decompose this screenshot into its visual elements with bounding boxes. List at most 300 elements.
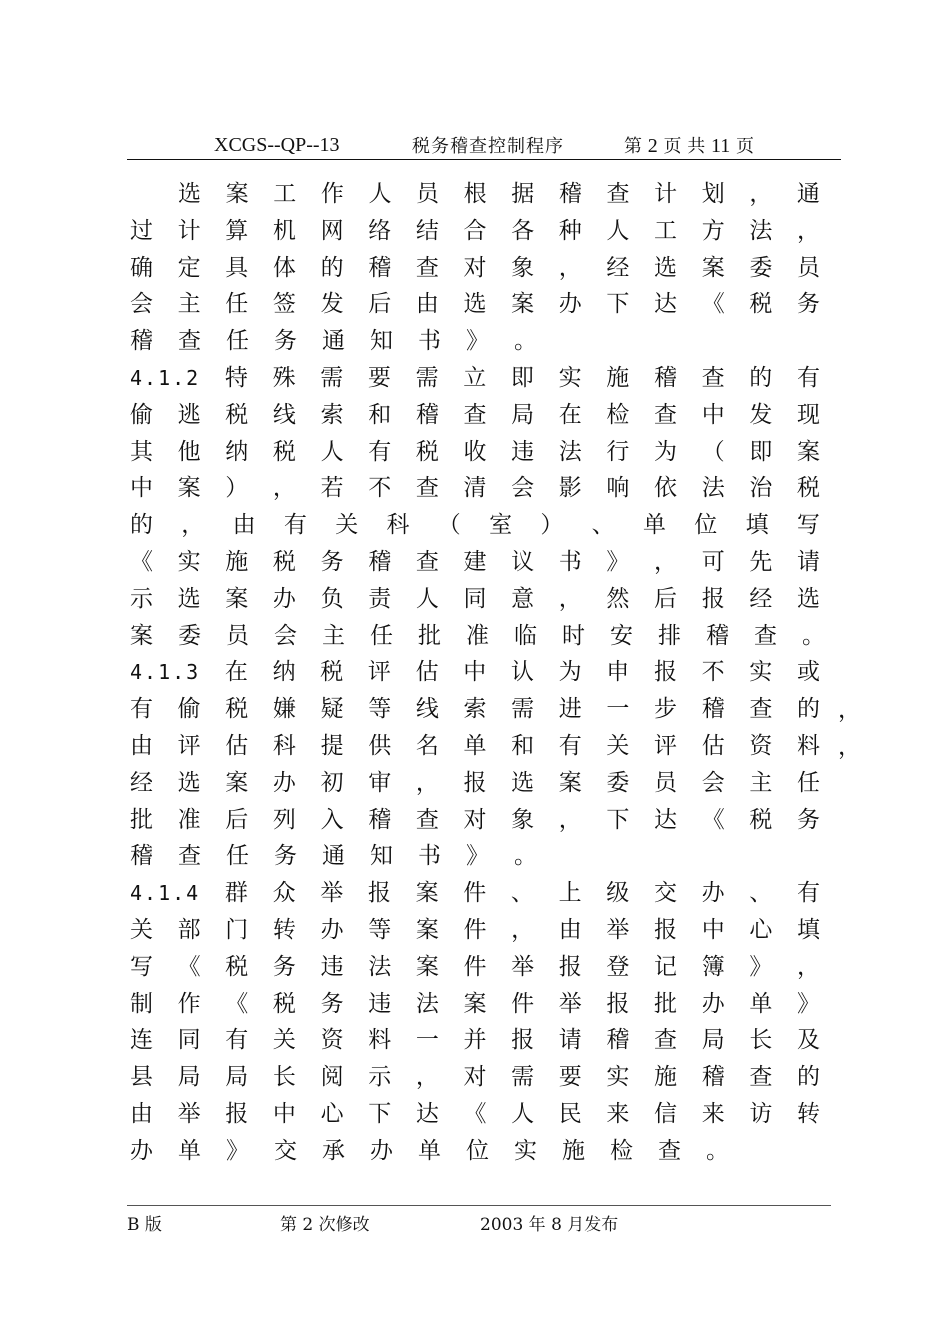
- body-char: 象: [511, 254, 535, 281]
- line-overhang-comma: ，: [838, 697, 861, 723]
- body-char: 选: [178, 181, 201, 207]
- body-char: 长: [749, 1027, 773, 1054]
- body-char: （: [701, 438, 725, 465]
- body-char: 有: [796, 364, 820, 391]
- body-line: [130, 802, 820, 839]
- body-char: 件: [463, 953, 487, 980]
- body-char: 委: [606, 769, 630, 796]
- body-char: 需: [511, 696, 535, 723]
- body-char: 殊: [272, 364, 296, 391]
- body-char: 检: [606, 401, 630, 428]
- body-char: 《: [701, 291, 725, 318]
- body-char: 人: [368, 181, 392, 207]
- body-char: 书: [418, 328, 441, 355]
- body-char: 写: [796, 512, 820, 539]
- body-char: 他: [177, 438, 201, 465]
- body-char: 的: [796, 696, 820, 723]
- body-char: （: [437, 512, 461, 539]
- body-char: 报: [653, 659, 677, 686]
- body-char: 时: [562, 622, 585, 649]
- body-char: 选: [796, 585, 820, 612]
- body-char: 《: [463, 1100, 487, 1127]
- body-char: 一: [606, 696, 630, 723]
- body-char: 下: [606, 291, 630, 318]
- body-char: 选: [511, 769, 535, 796]
- body-char: ，: [272, 475, 296, 502]
- body-char: 网: [320, 217, 344, 244]
- body-char: 然: [606, 585, 630, 612]
- body-char: 务: [796, 806, 820, 833]
- body-char: 即: [510, 364, 534, 391]
- body-char: 查: [658, 1137, 681, 1164]
- body-char: 》: [466, 843, 489, 870]
- body-char: 选: [177, 769, 201, 796]
- body-char: 关: [335, 512, 359, 539]
- body-char: 税: [225, 953, 249, 980]
- body-char: 、: [591, 512, 615, 539]
- body-char: 查: [654, 1027, 678, 1054]
- body-char: 下: [606, 806, 630, 833]
- body-char: 心: [320, 1100, 344, 1127]
- body-char: 位: [466, 1137, 489, 1164]
- body-char: 局: [701, 1027, 725, 1054]
- body-char: 查: [415, 806, 439, 833]
- body-char: 一: [415, 1027, 439, 1054]
- body-char: 任: [225, 291, 249, 318]
- body-char: 经: [130, 769, 153, 796]
- body-char: 作: [320, 181, 344, 207]
- body-char: 制: [130, 990, 153, 1017]
- body-char: 算: [225, 217, 249, 244]
- body-char: ，: [415, 769, 439, 796]
- body-char: 并: [463, 1027, 487, 1054]
- body-char: 簿: [701, 953, 725, 980]
- body-char: 认: [510, 659, 534, 686]
- body-line: [130, 728, 820, 765]
- body-char: 索: [320, 401, 344, 428]
- body-char: 查: [749, 1064, 773, 1091]
- body-char: 索: [463, 696, 487, 723]
- footer-revision: 第 2 次修改: [280, 1215, 370, 1235]
- body-char: 稽: [130, 328, 153, 355]
- body-char: 各: [511, 217, 535, 244]
- body-char: 务: [796, 291, 820, 318]
- body-char: 。: [514, 328, 537, 355]
- body-char: 查: [415, 548, 439, 575]
- body-char: 税: [796, 475, 820, 502]
- body-char: 查: [654, 401, 678, 428]
- body-line: [130, 176, 820, 213]
- body-char: 在: [558, 401, 582, 428]
- body-char: 人: [320, 438, 344, 465]
- body-char: 局: [225, 1064, 249, 1091]
- body-char: 》: [466, 328, 489, 355]
- body-char: 准: [177, 806, 201, 833]
- page-header: [127, 130, 841, 160]
- body-char: 偷: [130, 401, 153, 428]
- body-char: 下: [368, 1100, 392, 1127]
- body-char: 案: [177, 475, 201, 502]
- body-char: 作: [177, 990, 201, 1017]
- body-char: 在: [224, 659, 248, 686]
- body-char: 初: [320, 769, 344, 796]
- body-line: [130, 765, 820, 802]
- body-char: 中: [701, 401, 725, 428]
- body-char: 达: [415, 1100, 439, 1127]
- body-char: 民: [558, 1100, 582, 1127]
- body-char: 转: [796, 1100, 820, 1127]
- body-line: [130, 213, 820, 250]
- body-char: 的: [320, 254, 344, 281]
- body-char: 步: [654, 696, 678, 723]
- body-char: 稽: [558, 181, 582, 207]
- body-char: 据: [511, 181, 535, 207]
- body-char: 件: [463, 880, 487, 907]
- body-char: 即: [749, 438, 773, 465]
- body-char: 案: [225, 585, 249, 612]
- body-char: 》: [749, 953, 773, 980]
- body-char: 案: [463, 990, 487, 1017]
- body-char: 稽: [130, 843, 153, 870]
- body-char: ，: [558, 254, 582, 281]
- body-char: 达: [654, 806, 678, 833]
- body-char: 请: [558, 1027, 582, 1054]
- body-char: 》: [796, 990, 820, 1017]
- body-char: 立: [463, 364, 487, 391]
- body-char: 税: [749, 806, 773, 833]
- body-char: ，: [796, 217, 820, 244]
- body-char: 的: [749, 364, 773, 391]
- body-char: 。: [706, 1137, 729, 1164]
- body-char: 会: [511, 475, 535, 502]
- body-char: 具: [225, 254, 249, 281]
- body-char: 心: [749, 916, 773, 943]
- page-total: 11: [710, 135, 731, 157]
- body-char: 的: [130, 512, 153, 539]
- body-char: 知: [370, 328, 393, 355]
- body-char: 实: [606, 1064, 630, 1091]
- body-char: 中: [130, 475, 153, 502]
- body-char: 评: [367, 659, 391, 686]
- section-number: 4.1.2: [130, 365, 201, 390]
- body-char: 需: [415, 364, 439, 391]
- body-line: [130, 360, 820, 397]
- body-char: 报: [511, 1027, 535, 1054]
- body-char: 办: [701, 990, 725, 1017]
- body-char: 等: [368, 916, 392, 943]
- body-line: [130, 434, 820, 471]
- body-line: [130, 691, 820, 728]
- body-char: 和: [368, 401, 392, 428]
- body-char: 若: [320, 475, 344, 502]
- body-char: 主: [749, 769, 773, 796]
- body-char: 安: [610, 622, 633, 649]
- body-line: [130, 507, 820, 544]
- body-char: 现: [796, 401, 820, 428]
- body-char: 员: [654, 769, 678, 796]
- body-char: 机: [272, 217, 296, 244]
- body-line: [130, 1096, 820, 1133]
- body-char: 其: [130, 438, 153, 465]
- body-char: 报: [701, 585, 725, 612]
- body-char: 有: [368, 438, 392, 465]
- body-char: 估: [225, 732, 249, 759]
- body-char: 税: [320, 659, 344, 686]
- body-char: 纳: [225, 438, 249, 465]
- body-char: 承: [322, 1137, 345, 1164]
- body-char: 线: [415, 696, 439, 723]
- body-char: 查: [415, 475, 439, 502]
- body-char: 稽: [606, 1027, 630, 1054]
- body-char: 施: [562, 1137, 585, 1164]
- body-char: 连: [130, 1027, 153, 1054]
- body-char: 由: [130, 732, 153, 759]
- body-char: 。: [802, 622, 825, 649]
- body-char: 局: [177, 1064, 201, 1091]
- body-char: 临: [514, 622, 537, 649]
- body-char: 依: [654, 475, 678, 502]
- body-char: 办: [558, 291, 582, 318]
- body-char: 主: [322, 622, 345, 649]
- body-char: 料: [368, 1027, 392, 1054]
- body-char: 报: [225, 1100, 249, 1127]
- body-char: 达: [654, 291, 678, 318]
- body-char: 嫌: [272, 696, 296, 723]
- body-char: 要: [558, 1064, 582, 1091]
- body-char: 法: [558, 438, 582, 465]
- body-char: 办: [272, 769, 296, 796]
- body-char: 群: [224, 880, 248, 907]
- body-line: [130, 397, 820, 434]
- body-char: 示: [130, 585, 153, 612]
- body-char: 先: [749, 548, 773, 575]
- body-char: 对: [463, 1064, 487, 1091]
- body-char: 中: [701, 916, 725, 943]
- body-char: 办: [272, 585, 296, 612]
- page-footer: [127, 1210, 841, 1236]
- body-char: 建: [463, 548, 487, 575]
- body-char: 税: [272, 438, 296, 465]
- body-char: 单: [463, 732, 487, 759]
- body-char: 阅: [320, 1064, 344, 1091]
- body-char: 线: [272, 401, 296, 428]
- body-char: 书: [558, 548, 582, 575]
- body-char: 案: [415, 916, 439, 943]
- body-char: 单: [178, 1137, 201, 1164]
- body-char: ，: [558, 806, 582, 833]
- body-line: [130, 875, 820, 912]
- body-char: 选: [463, 291, 487, 318]
- footer-rule: [127, 1205, 831, 1206]
- body-char: 施: [225, 548, 249, 575]
- body-char: 有: [558, 732, 582, 759]
- section-number: 4.1.4: [130, 881, 201, 906]
- page-current: 2: [647, 135, 658, 157]
- body-char: 实: [177, 548, 201, 575]
- body-char: 人: [415, 585, 439, 612]
- body-char: 计: [177, 217, 201, 244]
- body-char: 由: [130, 1100, 153, 1127]
- body-char: 科: [386, 512, 410, 539]
- body-char: 《: [701, 806, 725, 833]
- body-char: ，: [749, 181, 773, 207]
- body-line: [130, 1059, 820, 1096]
- body-char: 负: [320, 585, 344, 612]
- body-char: 法: [368, 953, 392, 980]
- body-char: 批: [130, 806, 153, 833]
- body-char: 长: [272, 1064, 296, 1091]
- body-char: 转: [272, 916, 296, 943]
- body-char: 举: [177, 1100, 201, 1127]
- body-char: 务: [274, 843, 297, 870]
- body-char: 等: [368, 696, 392, 723]
- body-char: 为: [654, 438, 678, 465]
- body-char: 为: [558, 659, 582, 686]
- body-char: 估: [701, 732, 725, 759]
- body-char: 交: [653, 880, 677, 907]
- body-char: 报: [463, 769, 487, 796]
- body-char: 纳: [272, 659, 296, 686]
- body-char: 局: [511, 401, 535, 428]
- body-char: 会: [701, 769, 725, 796]
- body-line: [130, 544, 820, 581]
- body-char: 中: [463, 659, 487, 686]
- body-char: ，: [511, 916, 535, 943]
- body-char: 任: [370, 622, 393, 649]
- body-char: 实: [558, 364, 582, 391]
- section-number: 4.1.3: [130, 660, 201, 685]
- body-char: 位: [694, 512, 718, 539]
- body-char: 办: [320, 916, 344, 943]
- body-char: 名: [415, 732, 439, 759]
- body-line: [130, 1022, 820, 1059]
- body-char: 举: [320, 880, 344, 907]
- body-char: 案: [415, 953, 439, 980]
- body-char: 案: [796, 438, 820, 465]
- body-char: ，: [796, 953, 820, 980]
- document-code: XCGS--QP--13: [214, 134, 340, 156]
- body-char: 治: [749, 475, 773, 502]
- body-char: 后: [654, 585, 678, 612]
- body-char: 同: [463, 585, 487, 612]
- body-char: 件: [511, 990, 535, 1017]
- body-line: [130, 1133, 820, 1170]
- body-char: 人: [606, 217, 630, 244]
- body-char: 访: [749, 1100, 773, 1127]
- body-char: 料: [796, 732, 820, 759]
- body-char: 列: [272, 806, 296, 833]
- body-char: 举: [511, 953, 535, 980]
- body-char: 税: [225, 401, 249, 428]
- body-char: 交: [274, 1137, 297, 1164]
- body-char: 办: [701, 880, 725, 907]
- body-char: 县: [130, 1064, 153, 1091]
- body-char: 税: [749, 291, 773, 318]
- body-char: 报: [606, 990, 630, 1017]
- body-char: ，: [654, 548, 678, 575]
- body-char: 实: [749, 659, 773, 686]
- page-mid: 页 共: [663, 136, 706, 157]
- body-char: 填: [796, 916, 820, 943]
- body-char: 查: [606, 181, 630, 207]
- body-char: ）: [225, 475, 249, 502]
- body-char: 进: [558, 696, 582, 723]
- body-char: 、: [510, 880, 534, 907]
- body-char: 部: [177, 916, 201, 943]
- body-char: 由: [558, 916, 582, 943]
- body-char: 件: [463, 916, 487, 943]
- body-char: 偷: [177, 696, 201, 723]
- body-char: 查: [749, 696, 773, 723]
- body-char: 违: [320, 953, 344, 980]
- body-char: 稽: [706, 622, 729, 649]
- body-char: 举: [558, 990, 582, 1017]
- body-char: 评: [177, 732, 201, 759]
- body-char: 稽: [368, 254, 392, 281]
- body-line: [130, 654, 820, 691]
- body-char: 》: [606, 548, 630, 575]
- body-char: 收: [463, 438, 487, 465]
- body-char: 通: [322, 328, 345, 355]
- body-char: 对: [463, 254, 487, 281]
- body-char: 查: [415, 254, 439, 281]
- body-char: 由: [415, 291, 439, 318]
- line-overhang-comma: ，: [838, 734, 861, 760]
- body-char: 发: [749, 401, 773, 428]
- body-char: 的: [796, 1064, 820, 1091]
- body-char: 级: [606, 880, 630, 907]
- body-char: 中: [272, 1100, 296, 1127]
- body-char: 申: [606, 659, 630, 686]
- body-line: [130, 323, 820, 360]
- body-line: [130, 912, 820, 949]
- body-char: 络: [368, 217, 392, 244]
- body-line: [130, 986, 820, 1023]
- body-char: 意: [511, 585, 535, 612]
- body-char: 来: [701, 1100, 725, 1127]
- body-char: 稽: [415, 401, 439, 428]
- body-char: 批: [654, 990, 678, 1017]
- body-char: 报: [558, 953, 582, 980]
- body-char: 估: [415, 659, 439, 686]
- body-char: 由: [232, 512, 256, 539]
- body-char: 案: [558, 769, 582, 796]
- body-char: 关: [130, 916, 153, 943]
- body-char: 单: [642, 512, 666, 539]
- body-char: 门: [225, 916, 249, 943]
- body-char: 过: [130, 217, 153, 244]
- body-char: 法: [749, 217, 773, 244]
- body-char: 单: [418, 1137, 441, 1164]
- body-line: [130, 286, 820, 323]
- body-line: [130, 250, 820, 287]
- body-char: 委: [749, 254, 773, 281]
- body-char: 会: [274, 622, 297, 649]
- body-char: 行: [606, 438, 630, 465]
- body-char: 查: [701, 364, 725, 391]
- body-char: 根: [463, 181, 487, 207]
- body-char: 通: [796, 181, 820, 207]
- body-char: 案: [225, 769, 249, 796]
- body-char: 经: [606, 254, 630, 281]
- body-char: 办: [130, 1137, 153, 1164]
- page-suffix: 页: [735, 136, 754, 157]
- body-char: 税: [225, 696, 249, 723]
- body-char: 检: [610, 1137, 633, 1164]
- body-char: 后: [368, 291, 392, 318]
- body-char: 违: [511, 438, 535, 465]
- body-char: 稽: [653, 364, 677, 391]
